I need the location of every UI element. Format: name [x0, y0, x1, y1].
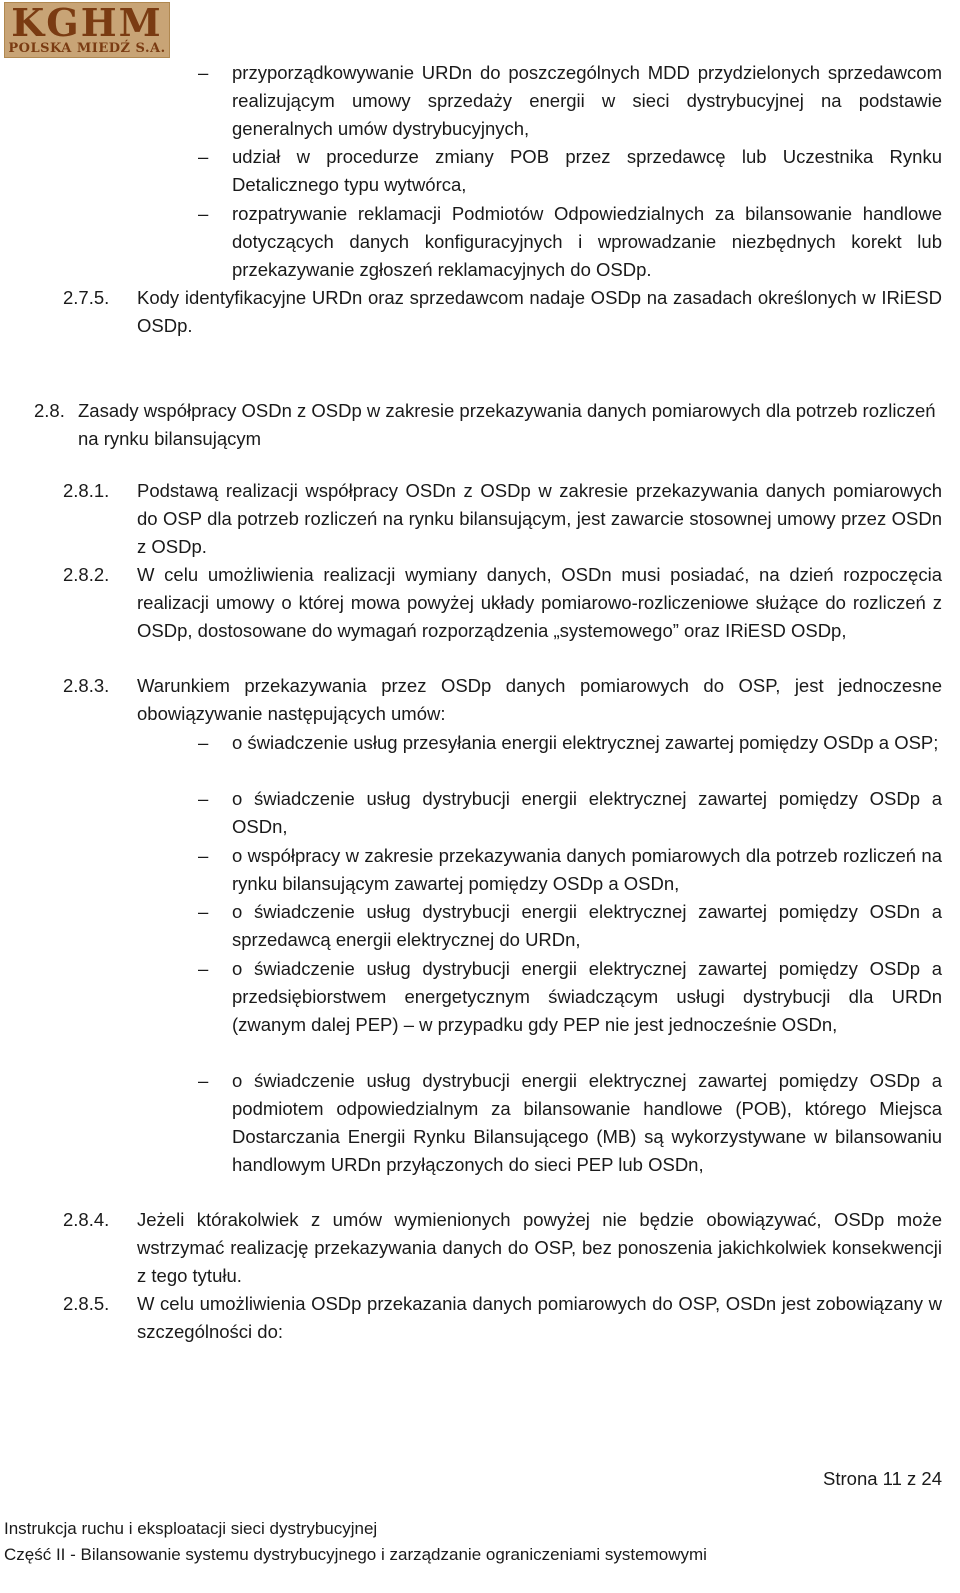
paragraph-text: W celu umożliwienia OSDp przekazania danych pomiarowych do OSP, OSDn jest zobowiązany w szczególności do: [137, 1293, 942, 1342]
list-item [198, 200, 942, 284]
logo-main-text: KGHM [11, 0, 163, 45]
list-item [198, 785, 942, 841]
list-item-text: o świadczenie usług dystrybucji energii elektrycznej zawartej pomiędzy OSDn a sprzedawcą energii elektrycznej do URDn, [232, 901, 942, 950]
dash-marker: – [198, 845, 209, 866]
list-item [198, 729, 942, 757]
paragraph-text: Jeżeli którakolwiek z umów wymienionych powyżej nie będzie obowiązywać, OSDp może wstrzymać realizację przekazywania danych do OSP, bez ponoszenia jakichkolwiek konsekwencji z tego tytułu. [137, 1209, 942, 1286]
numbered-paragraph [63, 477, 942, 561]
section-heading [34, 397, 942, 453]
dash-marker: – [198, 788, 209, 809]
dash-marker: – [198, 62, 209, 83]
footer-title: Instrukcja ruchu i eksploatacji sieci dystrybucyjnej [4, 1519, 378, 1538]
dash-marker: – [198, 203, 209, 224]
list-item-text: udział w procedurze zmiany POB przez sprzedawcę lub Uczestnika Rynku Detalicznego typu wytwórca, [232, 146, 942, 195]
footer-subtitle: Część II - Bilansowanie systemu dystrybucyjnego i zarządzanie ograniczeniami systemowymi [4, 1545, 707, 1564]
paragraph-text: Warunkiem przekazywania przez OSDp danych pomiarowych do OSP, jest jednoczesne obowiązywanie następujących umów: [137, 675, 942, 724]
numbered-paragraph [63, 284, 942, 340]
list-item [198, 59, 942, 143]
paragraph-text: Kody identyfikacyjne URDn oraz sprzedawcom nadaje OSDp na zasadach określonych w IRiESD OSDp. [137, 287, 942, 336]
list-item-text: rozpatrywanie reklamacji Podmiotów Odpowiedzialnych za bilansowanie handlowe dotyczących danych konfiguracyjnych i wprowadzanie niezbędnych korekt lub przekazywanie zgłoszeń reklamacyjnych do OSDp. [232, 203, 942, 280]
section-title: Zasady współpracy OSDn z OSDp w zakresie przekazywania danych pomiarowych dla potrzeb rozliczeń na rynku bilansującym [78, 400, 936, 449]
dash-marker: – [198, 1070, 209, 1091]
list-item [198, 842, 942, 898]
list-item [198, 955, 942, 1039]
numbered-paragraph [63, 1206, 942, 1290]
dash-marker: – [198, 146, 209, 167]
list-item-text: o współpracy w zakresie przekazywania danych pomiarowych dla potrzeb rozliczeń na rynku bilansującym zawartej pomiędzy OSDp a OSDn, [232, 845, 942, 894]
numbered-paragraph [63, 672, 942, 728]
paragraph-number: 2.7.5. [63, 287, 110, 308]
list-item-text: o świadczenie usług przesyłania energii elektrycznej zawartej pomiędzy OSDp a OSP; [232, 732, 939, 753]
list-item-text: o świadczenie usług dystrybucji energii elektrycznej zawartej pomiędzy OSDp a podmiotem odpowiedzialnym za bilansowanie handlowe (POB), którego Miejsca Dostarczania Energii Rynku Bilansującego (MB) są wykorzystywane w bilansowaniu handlowym URDn przyłączonych do sieci PEP lub OSDn, [232, 1070, 942, 1175]
list-item [198, 898, 942, 954]
section-number: 2.8. [34, 400, 65, 421]
paragraph-text: Podstawą realizacji współpracy OSDn z OSDp w zakresie przekazywania danych pomiarowych do OSP dla potrzeb rozliczeń na rynku bilansującym, jest zawarcie stosownej umowy przez OSDn z OSDp. [137, 480, 942, 557]
list-item-text: przyporządkowywanie URDn do poszczególnych MDD przydzielonych sprzedawcom realizującym umowy sprzedaży energii w sieci dystrybucyjnej na podstawie generalnych umów dystrybucyjnych, [232, 62, 942, 139]
paragraph-number: 2.8.4. [63, 1209, 110, 1230]
paragraph-number: 2.8.5. [63, 1293, 110, 1314]
paragraph-number: 2.8.2. [63, 564, 110, 585]
paragraph-number: 2.8.3. [63, 675, 110, 696]
dash-marker: – [198, 958, 209, 979]
dash-marker: – [198, 732, 209, 753]
numbered-paragraph [63, 561, 942, 645]
company-logo [4, 2, 170, 58]
list-item-text: o świadczenie usług dystrybucji energii elektrycznej zawartej pomiędzy OSDp a OSDn, [232, 788, 942, 837]
list-item [198, 143, 942, 199]
list-item [198, 1067, 942, 1179]
paragraph-text: W celu umożliwienia realizacji wymiany danych, OSDn musi posiadać, na dzień rozpoczęcia realizacji umowy o której mowa powyżej układy pomiarowo-rozliczeniowe służące do rozliczeń z OSDp, dostosowane do wymagań rozporządzenia „systemowego” oraz IRiESD OSDp, [137, 564, 942, 641]
dash-marker: – [198, 901, 209, 922]
page-number: Strona 11 z 24 [823, 1468, 942, 1489]
paragraph-number: 2.8.1. [63, 480, 110, 501]
logo-sub-text: POLSKA MIEDŹ S.A. [8, 40, 166, 56]
list-item-text: o świadczenie usług dystrybucji energii elektrycznej zawartej pomiędzy OSDp a przedsiębiorstwem energetycznym świadczącym usługi dystrybucji dla URDn (zwanym dalej PEP) – w przypadku gdy PEP nie jest jednocześnie OSDn, [232, 958, 942, 1035]
numbered-paragraph [63, 1290, 942, 1346]
